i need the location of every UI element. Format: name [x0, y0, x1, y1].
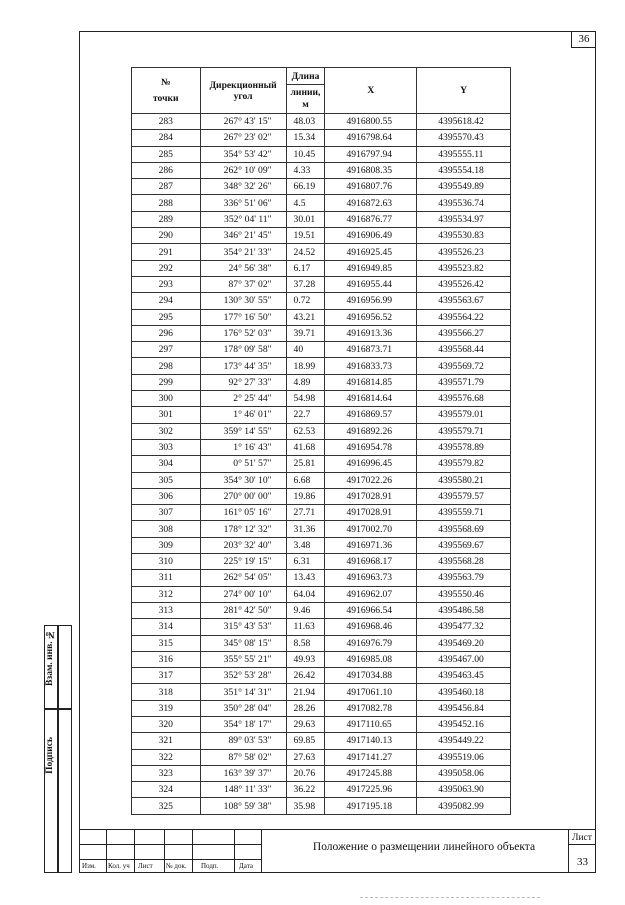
cell-angle: 2° 25' 44" — [200, 391, 286, 407]
cell-angle: 348° 32' 26" — [200, 179, 286, 195]
cell-length: 29.63 — [286, 716, 325, 732]
cell-length: 11.63 — [286, 619, 325, 635]
table-row — [132, 602, 511, 618]
cell-point: 310 — [132, 554, 201, 570]
cell-x: 4916814.64 — [325, 391, 417, 407]
cell-angle: 351° 14' 31" — [200, 684, 286, 700]
cell-angle: 203° 32' 40" — [200, 537, 286, 553]
cell-angle: 274° 00' 10" — [200, 586, 286, 602]
table-row — [132, 456, 511, 472]
cell-y: 4395463.45 — [417, 668, 511, 684]
cell-x: 4916956.52 — [325, 309, 417, 325]
cell-point: 292 — [132, 260, 201, 276]
cell-length: 27.71 — [286, 505, 325, 521]
cell-angle: 89° 03' 53" — [200, 733, 286, 749]
cell-angle: 262° 10' 09" — [200, 162, 286, 178]
cell-length: 8.58 — [286, 635, 325, 651]
cell-point: 297 — [132, 342, 201, 358]
cell-x: 4917028.91 — [325, 488, 417, 504]
table-row — [132, 684, 511, 700]
cell-length: 31.36 — [286, 521, 325, 537]
cell-x: 4916797.94 — [325, 146, 417, 162]
table-header-row — [132, 68, 511, 114]
cell-length: 41.68 — [286, 439, 325, 455]
table-row — [132, 162, 511, 178]
cell-y: 4395568.28 — [417, 554, 511, 570]
col-label-date: Дата — [239, 862, 253, 870]
table-row — [132, 488, 511, 504]
cell-x: 4916869.57 — [325, 407, 417, 423]
cell-angle: 355° 55' 21" — [200, 651, 286, 667]
header-direction-angle: Дирекционный угол — [200, 68, 286, 114]
cell-length: 15.34 — [286, 130, 325, 146]
table-row — [132, 798, 511, 814]
document-title: Положение о размещении линейного объекта — [312, 841, 536, 853]
cell-length: 37.28 — [286, 276, 325, 292]
table-row — [132, 765, 511, 781]
cell-y: 4395526.42 — [417, 276, 511, 292]
cell-angle: 130° 30' 55" — [200, 293, 286, 309]
cell-y: 4395579.82 — [417, 456, 511, 472]
cell-length: 26.42 — [286, 668, 325, 684]
cell-length: 49.93 — [286, 651, 325, 667]
cell-point: 283 — [132, 114, 201, 130]
table-row — [132, 130, 511, 146]
cell-point: 306 — [132, 488, 201, 504]
cell-length: 62.53 — [286, 423, 325, 439]
cell-angle: 350° 28' 04" — [200, 700, 286, 716]
cell-angle: 177° 16' 50" — [200, 309, 286, 325]
col-label-sign: Подп. — [201, 862, 219, 870]
cell-point: 321 — [132, 733, 201, 749]
cell-y: 4395452.16 — [417, 716, 511, 732]
cell-x: 4917195.18 — [325, 798, 417, 814]
cell-point: 307 — [132, 505, 201, 521]
side-label-sign: Подпись — [45, 737, 55, 774]
table-row — [132, 407, 511, 423]
cell-angle: 92° 27' 33" — [200, 374, 286, 390]
cell-angle: 1° 16' 43" — [200, 439, 286, 455]
table-row — [132, 211, 511, 227]
table-row — [132, 325, 511, 341]
col-label-change: Изм. — [82, 862, 96, 870]
table-row — [132, 733, 511, 749]
page-number: 36 — [571, 31, 596, 48]
cell-length: 54.98 — [286, 391, 325, 407]
table-row — [132, 293, 511, 309]
cell-y: 4395564.22 — [417, 309, 511, 325]
table-row — [132, 439, 511, 455]
cell-y: 4395456.84 — [417, 700, 511, 716]
cell-y: 4395467.00 — [417, 651, 511, 667]
header-x: X — [325, 68, 417, 114]
cell-x: 4916906.49 — [325, 228, 417, 244]
table-row — [132, 391, 511, 407]
cell-length: 66.19 — [286, 179, 325, 195]
cell-x: 4916873.71 — [325, 342, 417, 358]
cell-angle: 267° 23' 02" — [200, 130, 286, 146]
cell-angle: 173° 44' 35" — [200, 358, 286, 374]
cell-point: 299 — [132, 374, 201, 390]
cell-angle: 352° 53' 28" — [200, 668, 286, 684]
side-stamp — [44, 625, 72, 873]
table-row — [132, 554, 511, 570]
cell-y: 4395550.46 — [417, 586, 511, 602]
cell-y: 4395618.42 — [417, 114, 511, 130]
cell-x: 4916996.45 — [325, 456, 417, 472]
cell-length: 18.99 — [286, 358, 325, 374]
cell-length: 24.52 — [286, 244, 325, 260]
cell-x: 4916807.76 — [325, 179, 417, 195]
cell-length: 13.43 — [286, 570, 325, 586]
cell-angle: 354° 21' 33" — [200, 244, 286, 260]
cell-y: 4395563.67 — [417, 293, 511, 309]
cell-length: 43.21 — [286, 309, 325, 325]
cell-length: 6.17 — [286, 260, 325, 276]
cell-length: 40 — [286, 342, 325, 358]
table-row — [132, 537, 511, 553]
cell-angle: 225° 19' 15" — [200, 554, 286, 570]
cell-y: 4395579.57 — [417, 488, 511, 504]
cell-x: 4916956.99 — [325, 293, 417, 309]
cell-point: 291 — [132, 244, 201, 260]
cell-x: 4916892.26 — [325, 423, 417, 439]
cell-y: 4395534.97 — [417, 211, 511, 227]
cell-angle: 354° 53' 42" — [200, 146, 286, 162]
cell-angle: 354° 18' 17" — [200, 716, 286, 732]
cell-y: 4395563.79 — [417, 570, 511, 586]
table-row — [132, 195, 511, 211]
cell-length: 39.71 — [286, 325, 325, 341]
table-row — [132, 716, 511, 732]
table-row — [132, 749, 511, 765]
cell-angle: 178° 12' 32" — [200, 521, 286, 537]
cell-point: 315 — [132, 635, 201, 651]
cell-x: 4916962.07 — [325, 586, 417, 602]
cell-y: 4395579.71 — [417, 423, 511, 439]
cell-length: 19.86 — [286, 488, 325, 504]
cell-length: 4.33 — [286, 162, 325, 178]
cell-y: 4395569.72 — [417, 358, 511, 374]
cell-angle: 267° 43' 15" — [200, 114, 286, 130]
cell-angle: 0° 51' 57" — [200, 456, 286, 472]
cell-x: 4916968.17 — [325, 554, 417, 570]
cell-length: 20.76 — [286, 765, 325, 781]
cell-x: 4916872.63 — [325, 195, 417, 211]
cell-angle: 1° 46' 01" — [200, 407, 286, 423]
cell-length: 9.46 — [286, 602, 325, 618]
cell-point: 302 — [132, 423, 201, 439]
cell-point: 301 — [132, 407, 201, 423]
cell-length: 48.03 — [286, 114, 325, 130]
table-row — [132, 651, 511, 667]
cell-length: 27.63 — [286, 749, 325, 765]
cell-y: 4395579.01 — [417, 407, 511, 423]
cell-point: 298 — [132, 358, 201, 374]
cell-x: 4916925.45 — [325, 244, 417, 260]
cell-y: 4395571.79 — [417, 374, 511, 390]
cell-x: 4916954.78 — [325, 439, 417, 455]
cell-length: 6.31 — [286, 554, 325, 570]
side-label-inv: Взам. инв. № — [45, 629, 55, 686]
cell-x: 4916971.36 — [325, 537, 417, 553]
cell-length: 19.51 — [286, 228, 325, 244]
cell-angle: 87° 58' 02" — [200, 749, 286, 765]
cell-x: 4917110.65 — [325, 716, 417, 732]
cell-y: 4395063.90 — [417, 782, 511, 798]
cell-angle: 24° 56' 38" — [200, 260, 286, 276]
cell-x: 4916913.36 — [325, 325, 417, 341]
cell-y: 4395486.58 — [417, 602, 511, 618]
cell-length: 10.45 — [286, 146, 325, 162]
cell-angle: 354° 30' 10" — [200, 472, 286, 488]
cell-length: 3.48 — [286, 537, 325, 553]
coordinates-table — [131, 67, 511, 815]
cell-angle: 108° 59' 38" — [200, 798, 286, 814]
cell-point: 313 — [132, 602, 201, 618]
cell-angle: 359° 14' 55" — [200, 423, 286, 439]
table-row — [132, 505, 511, 521]
cell-x: 4916976.79 — [325, 635, 417, 651]
table-row — [132, 179, 511, 195]
cell-point: 284 — [132, 130, 201, 146]
cell-length: 36.22 — [286, 782, 325, 798]
cell-length: 6.68 — [286, 472, 325, 488]
cell-point: 300 — [132, 391, 201, 407]
table-row — [132, 668, 511, 684]
cell-y: 4395559.71 — [417, 505, 511, 521]
cell-point: 303 — [132, 439, 201, 455]
cell-y: 4395569.67 — [417, 537, 511, 553]
cell-y: 4395082.99 — [417, 798, 511, 814]
cell-point: 290 — [132, 228, 201, 244]
cell-y: 4395580.21 — [417, 472, 511, 488]
cell-angle: 87° 37' 02" — [200, 276, 286, 292]
cell-point: 324 — [132, 782, 201, 798]
cell-point: 309 — [132, 537, 201, 553]
cell-length: 4.89 — [286, 374, 325, 390]
table-row — [132, 586, 511, 602]
sheet-number: 33 — [577, 856, 588, 868]
cell-y: 4395530.83 — [417, 228, 511, 244]
cell-y: 4395523.82 — [417, 260, 511, 276]
table-row — [132, 309, 511, 325]
cell-point: 293 — [132, 276, 201, 292]
cell-y: 4395566.27 — [417, 325, 511, 341]
cell-y: 4395536.74 — [417, 195, 511, 211]
side-cell-inv-value — [58, 625, 72, 709]
cell-x: 4916949.85 — [325, 260, 417, 276]
cell-angle: 345° 08' 15" — [200, 635, 286, 651]
cell-y: 4395578.89 — [417, 439, 511, 455]
cell-point: 286 — [132, 162, 201, 178]
cell-x: 4916800.55 — [325, 114, 417, 130]
cell-y: 4395449.22 — [417, 733, 511, 749]
table-row — [132, 782, 511, 798]
title-block — [79, 829, 596, 873]
cell-angle: 163° 39' 37" — [200, 765, 286, 781]
cell-y: 4395570.43 — [417, 130, 511, 146]
cell-x: 4917002.70 — [325, 521, 417, 537]
cell-x: 4916798.64 — [325, 130, 417, 146]
cell-angle: 346° 21' 45" — [200, 228, 286, 244]
cell-point: 323 — [132, 765, 201, 781]
table-row — [132, 570, 511, 586]
cell-x: 4917082.78 — [325, 700, 417, 716]
cell-point: 304 — [132, 456, 201, 472]
cell-point: 308 — [132, 521, 201, 537]
cell-length: 22.7 — [286, 407, 325, 423]
cell-angle: 178° 09' 58" — [200, 342, 286, 358]
cell-y: 4395568.69 — [417, 521, 511, 537]
header-line-length: Длина линии, м — [286, 68, 325, 114]
table-row — [132, 114, 511, 130]
cell-x: 4916876.77 — [325, 211, 417, 227]
cell-angle: 262° 54' 05" — [200, 570, 286, 586]
cell-point: 318 — [132, 684, 201, 700]
cell-point: 320 — [132, 716, 201, 732]
table-row — [132, 423, 511, 439]
table-row — [132, 260, 511, 276]
col-label-doc: № док. — [166, 862, 187, 870]
table-row — [132, 619, 511, 635]
cell-y: 4395555.11 — [417, 146, 511, 162]
cell-length: 0.72 — [286, 293, 325, 309]
cell-x: 4917140.13 — [325, 733, 417, 749]
side-cell-sign — [44, 709, 58, 873]
cell-x: 4917225.96 — [325, 782, 417, 798]
cell-x: 4916968.46 — [325, 619, 417, 635]
cell-y: 4395554.18 — [417, 162, 511, 178]
cell-y: 4395058.06 — [417, 765, 511, 781]
table-row — [132, 374, 511, 390]
table-row — [132, 276, 511, 292]
cell-point: 311 — [132, 570, 201, 586]
cell-angle: 281° 42' 50" — [200, 602, 286, 618]
sheet-label: Лист — [572, 833, 592, 843]
cell-angle: 336° 51' 06" — [200, 195, 286, 211]
table-row — [132, 244, 511, 260]
cell-point: 285 — [132, 146, 201, 162]
table-row — [132, 342, 511, 358]
cell-length: 69.85 — [286, 733, 325, 749]
cell-x: 4916955.44 — [325, 276, 417, 292]
cell-point: 322 — [132, 749, 201, 765]
cell-y: 4395576.68 — [417, 391, 511, 407]
cell-point: 312 — [132, 586, 201, 602]
table-row — [132, 228, 511, 244]
table-row — [132, 472, 511, 488]
cell-x: 4916963.73 — [325, 570, 417, 586]
cell-x: 4916985.08 — [325, 651, 417, 667]
cell-length: 35.98 — [286, 798, 325, 814]
cell-point: 288 — [132, 195, 201, 211]
side-cell-sign-value — [58, 709, 72, 873]
cell-x: 4916966.54 — [325, 602, 417, 618]
cell-y: 4395519.06 — [417, 749, 511, 765]
header-point-number: № точки — [132, 68, 201, 114]
cell-y: 4395460.18 — [417, 684, 511, 700]
cell-length: 30.01 — [286, 211, 325, 227]
table-row — [132, 358, 511, 374]
cell-x: 4916814.85 — [325, 374, 417, 390]
cell-x: 4916808.35 — [325, 162, 417, 178]
cell-angle: 270° 00' 00" — [200, 488, 286, 504]
cell-x: 4917034.88 — [325, 668, 417, 684]
cell-y: 4395469.20 — [417, 635, 511, 651]
cell-point: 316 — [132, 651, 201, 667]
cell-point: 319 — [132, 700, 201, 716]
table-row — [132, 635, 511, 651]
cell-y: 4395526.23 — [417, 244, 511, 260]
col-label-count: Кол. уч — [108, 862, 130, 870]
cell-length: 4.5 — [286, 195, 325, 211]
cell-length: 28.26 — [286, 700, 325, 716]
cell-point: 295 — [132, 309, 201, 325]
cell-angle: 161° 05' 16" — [200, 505, 286, 521]
cell-x: 4916833.73 — [325, 358, 417, 374]
cell-angle: 148° 11' 33" — [200, 782, 286, 798]
cell-length: 21.94 — [286, 684, 325, 700]
cell-point: 287 — [132, 179, 201, 195]
cell-x: 4917022.26 — [325, 472, 417, 488]
cell-point: 296 — [132, 325, 201, 341]
table-row — [132, 521, 511, 537]
cell-y: 4395568.44 — [417, 342, 511, 358]
col-label-sheet: Лист — [138, 862, 153, 870]
cell-point: 289 — [132, 211, 201, 227]
cell-point: 325 — [132, 798, 201, 814]
cell-y: 4395477.32 — [417, 619, 511, 635]
cell-point: 317 — [132, 668, 201, 684]
cell-angle: 315° 43' 53" — [200, 619, 286, 635]
scan-artifact-line — [360, 897, 540, 898]
cell-x: 4917028.91 — [325, 505, 417, 521]
cell-length: 25.81 — [286, 456, 325, 472]
cell-x: 4917141.27 — [325, 749, 417, 765]
table-row — [132, 146, 511, 162]
cell-length: 64.04 — [286, 586, 325, 602]
header-y: Y — [417, 68, 511, 114]
cell-point: 305 — [132, 472, 201, 488]
cell-x: 4917061.10 — [325, 684, 417, 700]
cell-x: 4917245.88 — [325, 765, 417, 781]
table-row — [132, 700, 511, 716]
cell-angle: 176° 52' 03" — [200, 325, 286, 341]
cell-point: 314 — [132, 619, 201, 635]
cell-y: 4395549.89 — [417, 179, 511, 195]
cell-angle: 352° 04' 11" — [200, 211, 286, 227]
cell-point: 294 — [132, 293, 201, 309]
